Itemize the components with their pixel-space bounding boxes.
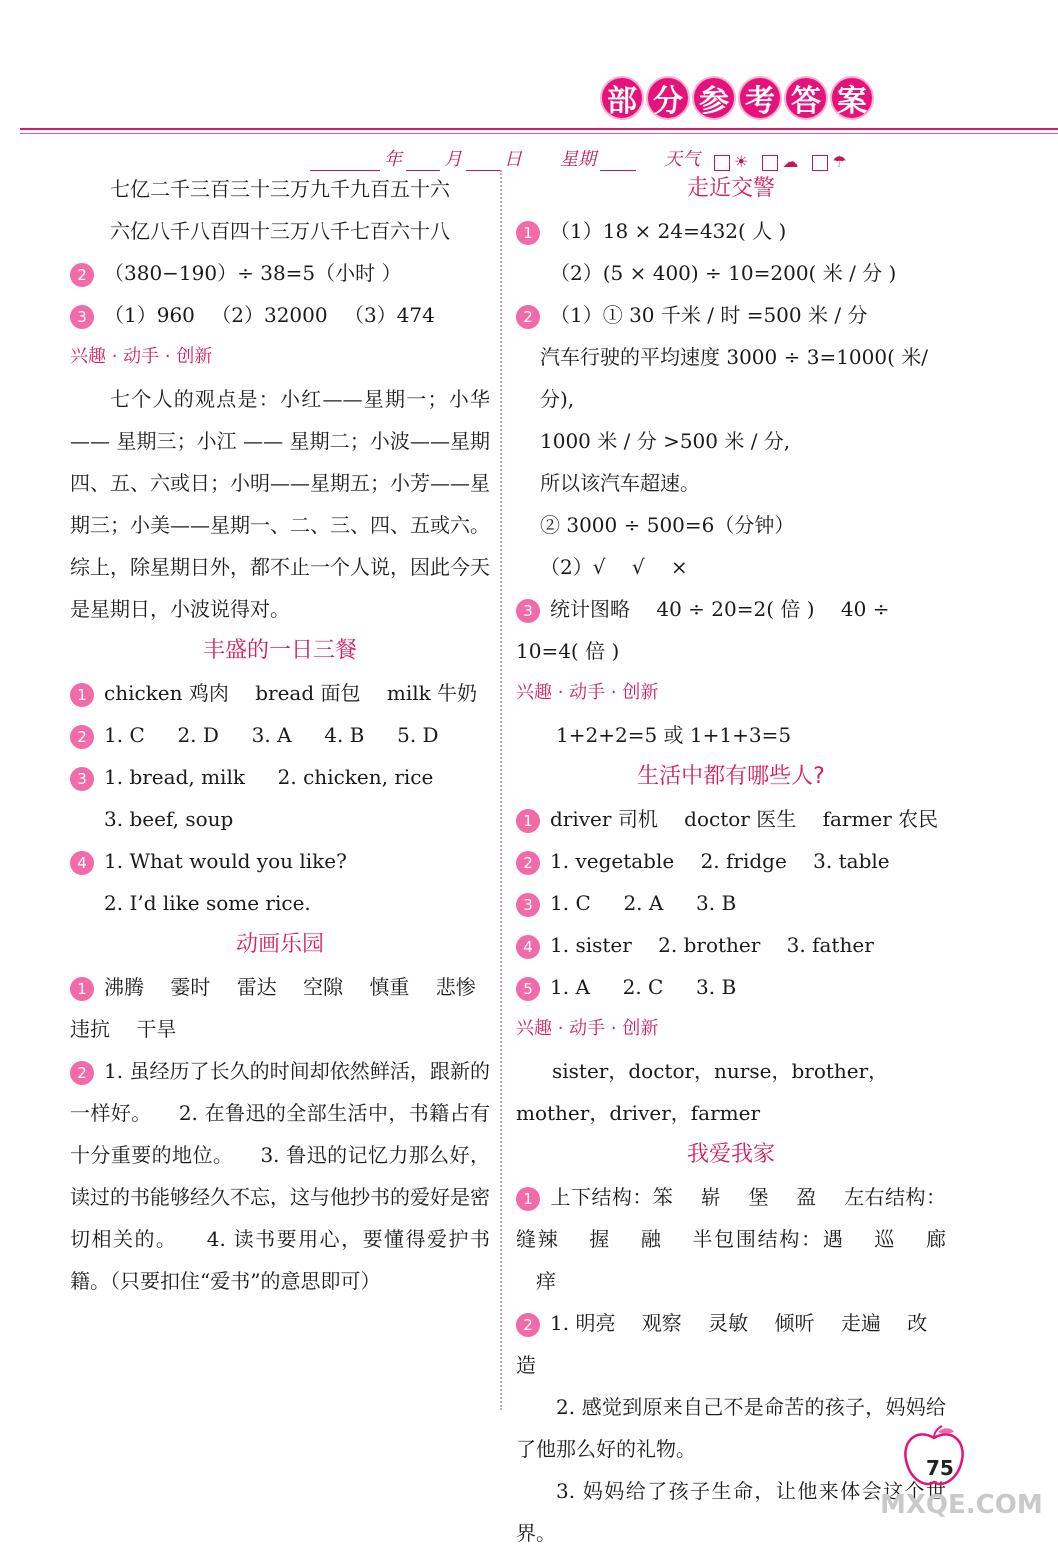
answer-text: （1）960 （2）32000 （3）474 xyxy=(104,303,435,327)
answer-text: 1. 虽经历了长久的时间却依然鲜活，跟新的 一样好。 2. 在鲁迅的全部生活中，书籍占有十分重要的地位。 3. 鲁迅的记忆力那么好，读过的书能够经久不忘，这与他抄书的爱好是密切相关的。 4. 读书要用心，要懂得爱护书籍。（只要扣住“爱书”的意思即可） xyxy=(70,1059,490,1293)
answer-text: （1）① 30 千米 / 时 =500 米 / 分 xyxy=(550,303,868,327)
rain-icon: ☂ xyxy=(832,152,847,171)
number-badge: 1 xyxy=(516,221,540,245)
watermark: MXQE.COM xyxy=(880,1490,1043,1520)
number-badge: 4 xyxy=(516,935,540,959)
number-badge: 1 xyxy=(516,809,540,833)
answer-line: （2）√ √ × xyxy=(540,555,688,579)
number-badge: 1 xyxy=(70,683,94,707)
answer-text: 统计图略 40 ÷ 20=2( 倍 ) 40 ÷ 10=4( 倍 ) xyxy=(516,597,890,663)
number-badge: 2 xyxy=(516,851,540,875)
answer-text: chicken 鸡肉 bread 面包 milk 牛奶 xyxy=(104,681,478,705)
answer-line: ② 3000 ÷ 500=6（分钟） xyxy=(540,513,795,537)
section-title: 走近交警 xyxy=(686,176,775,201)
column-divider xyxy=(500,170,502,1410)
number-badge: 4 xyxy=(70,851,94,875)
answer-line: 所以该汽车超速。 xyxy=(540,471,700,495)
answer-paragraph: 2. 感觉到原来自己不是命苦的孩子，妈妈给了他那么好的礼物。 xyxy=(516,1395,946,1461)
section-title: 动画乐园 xyxy=(235,932,324,957)
answer-line: 汽车行驶的平均速度 3000 ÷ 3=1000( 米/分), xyxy=(540,345,929,411)
number-badge: 3 xyxy=(516,893,540,917)
answer-text: 1. 明亮 观察 灵敏 倾听 走遍 改造 xyxy=(516,1311,928,1377)
answer-text: 1. What would you like? xyxy=(104,849,347,873)
right-column xyxy=(516,168,946,1554)
number-badge: 5 xyxy=(516,977,540,1001)
answer-text: 1. C 2. A 3. B xyxy=(550,891,737,915)
section-subtitle: 兴趣 · 动手 · 创新 xyxy=(70,346,213,367)
answer-text: 1. sister 2. brother 3. father xyxy=(550,933,874,957)
section-title: 生活中都有哪些人? xyxy=(637,764,825,789)
answer-paragraph: 七个人的观点是：小红——星期一；小华 —— 星期三；小江 —— 星期二；小波——星期四、五、六或日；小明——星期五；小芳——星期三；小美——星期一、二、三、四、五或六。综上，除星期日外，都不止一个人说，因此今天是星期日，小波说得对。 xyxy=(70,387,490,621)
answer-paragraph: 3. 妈妈给了孩子生命，让他来体会这个世界。 xyxy=(516,1479,946,1545)
answer-line: （2）(5 × 400) ÷ 10=200( 米 / 分 ) xyxy=(550,261,897,285)
page-number: 75 xyxy=(926,1456,954,1480)
cloud-icon: ☁ xyxy=(782,152,799,171)
header-rule xyxy=(20,128,1058,130)
weather-label: 天气 xyxy=(664,149,700,170)
number-badge: 2 xyxy=(70,725,94,749)
answer-line: 3. beef, soup xyxy=(104,807,234,831)
banner-char: 部 xyxy=(600,76,644,120)
number-badge: 2 xyxy=(516,305,540,329)
number-badge: 3 xyxy=(70,767,94,791)
left-column xyxy=(70,168,490,1302)
number-badge: 2 xyxy=(516,1313,540,1337)
year-label: 年 xyxy=(384,149,402,170)
sun-icon: ☀ xyxy=(734,152,749,171)
answer-text: 1. C 2. D 3. A 4. B 5. D xyxy=(104,723,439,747)
number-badge: 3 xyxy=(70,305,94,329)
banner-char: 考 xyxy=(738,76,782,120)
answer-line: 1000 米 / 分 >500 米 / 分, xyxy=(540,429,791,453)
answer-text: 沸腾 霎时 雷达 空隙 慎重 悲惨 违抗 干旱 xyxy=(70,975,476,1041)
number-badge: 2 xyxy=(70,1061,94,1085)
answer-text: 1. A 2. C 3. B xyxy=(550,975,737,999)
answer-line: 六亿八千八百四十三万八千七百六十八 xyxy=(110,219,450,243)
banner-char: 分 xyxy=(646,76,690,120)
answer-text: 1. vegetable 2. fridge 3. table xyxy=(550,849,890,873)
banner-char: 答 xyxy=(784,76,828,120)
section-title: 丰盛的一日三餐 xyxy=(202,638,357,663)
answer-text: 1. bread, milk 2. chicken, rice xyxy=(104,765,434,789)
section-subtitle: 兴趣 · 动手 · 创新 xyxy=(516,682,659,703)
answer-line: 1+2+2=5 或 1+1+3=5 xyxy=(556,723,792,747)
number-badge: 2 xyxy=(70,263,94,287)
month-label: 月 xyxy=(444,149,462,170)
answer-line: 2. I’d like some rice. xyxy=(104,891,311,915)
number-badge: 1 xyxy=(516,1187,540,1211)
answer-banner xyxy=(600,76,876,120)
answer-paragraph: sister，doctor，nurse，brother，mother，driver，farmer xyxy=(516,1059,889,1125)
banner-char: 参 xyxy=(692,76,736,120)
answer-text: 上下结构：笨 崭 堡 盈 左右结构：缝辣 握 融 半包围结构：遇 巡 廊 痒 xyxy=(516,1185,946,1293)
number-badge: 3 xyxy=(516,599,540,623)
banner-char: 案 xyxy=(830,76,874,120)
answer-line: 七亿二千三百三十三万九千九百五十六 xyxy=(110,177,450,201)
day-label: 日 xyxy=(504,149,522,170)
number-badge: 1 xyxy=(70,977,94,1001)
section-title: 我爱我家 xyxy=(686,1142,775,1167)
answer-text: （380−190）÷ 38=5（小时 ） xyxy=(104,261,402,285)
header-rule-thin xyxy=(20,133,1058,134)
week-label: 星期 xyxy=(560,149,596,170)
answer-text: （1）18 × 24=432( 人 ) xyxy=(550,219,787,243)
section-subtitle: 兴趣 · 动手 · 创新 xyxy=(516,1018,659,1039)
answer-text: driver 司机 doctor 医生 farmer 农民 xyxy=(550,807,939,831)
